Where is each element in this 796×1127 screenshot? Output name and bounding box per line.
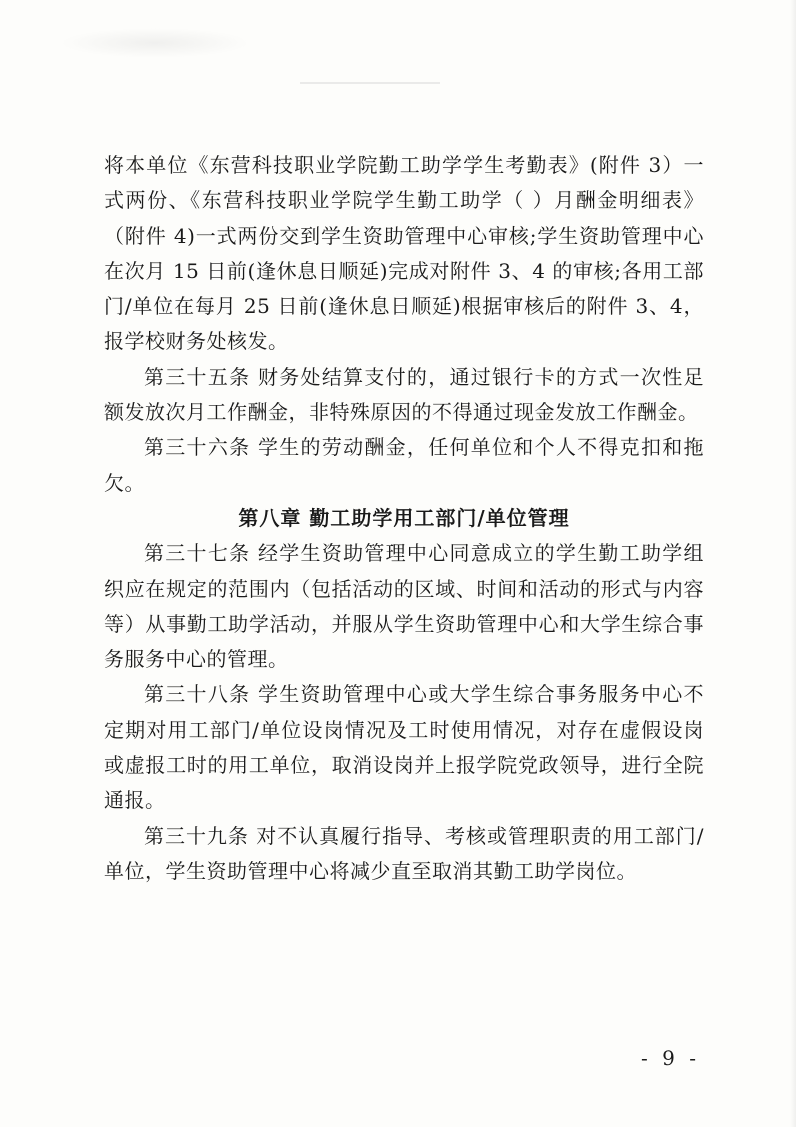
paragraph-continuation: 将本单位《东营科技职业学院勤工助学学生考勤表》(附件 3）一式两份、《东营科技职业学院学生勤工助学（ ）月酬金明细表》（附件 4)一式两份交到学生资助管理中心审核;学生资助管理中心在次月 15 日前(逢休息日顺延)完成对附件 3、4 的审核;各用工部门/单位在每月 25 日前(逢休息日顺延)根据审核后的附件 3、4，报学校财务处核发。 xyxy=(104,153,704,354)
document-body xyxy=(104,148,704,889)
page-edge-shadow xyxy=(790,0,796,1127)
paragraph-article-36: 第三十六条 学生的劳动酬金，任何单位和个人不得克扣和拖欠。 xyxy=(104,435,704,495)
page-number: - 9 - xyxy=(641,1046,700,1070)
paragraph-article-38: 第三十八条 学生资助管理中心或大学生综合事务服务中心不定期对用工部门/单位设岗情况及工时使用情况，对存在虚假设岗或虚报工时的用工单位，取消设岗并上报学院党政领导，进行全院通报。 xyxy=(104,682,704,813)
paragraph-article-39: 第三十九条 对不认真履行指导、考核或管理职责的用工部门/单位，学生资助管理中心将减少直至取消其勤工助学岗位。 xyxy=(104,823,704,883)
chapter-heading: 第八章 勤工助学用工部门/单位管理 xyxy=(238,505,570,530)
paragraph-article-37: 第三十七条 经学生资助管理中心同意成立的学生勤工助学组织应在规定的范围内（包括活动的区域、时间和活动的形式与内容等）从事勤工助学活动，并服从学生资助管理中心和大学生综合事务服务中心的管理。 xyxy=(104,541,704,672)
bleed-through-mark xyxy=(60,28,250,58)
bleed-through-line xyxy=(300,82,440,84)
paragraph-article-35: 第三十五条 财务处结算支付的，通过银行卡的方式一次性足额发放次月工作酬金，非特殊原因的不得通过现金发放工作酬金。 xyxy=(104,364,704,425)
